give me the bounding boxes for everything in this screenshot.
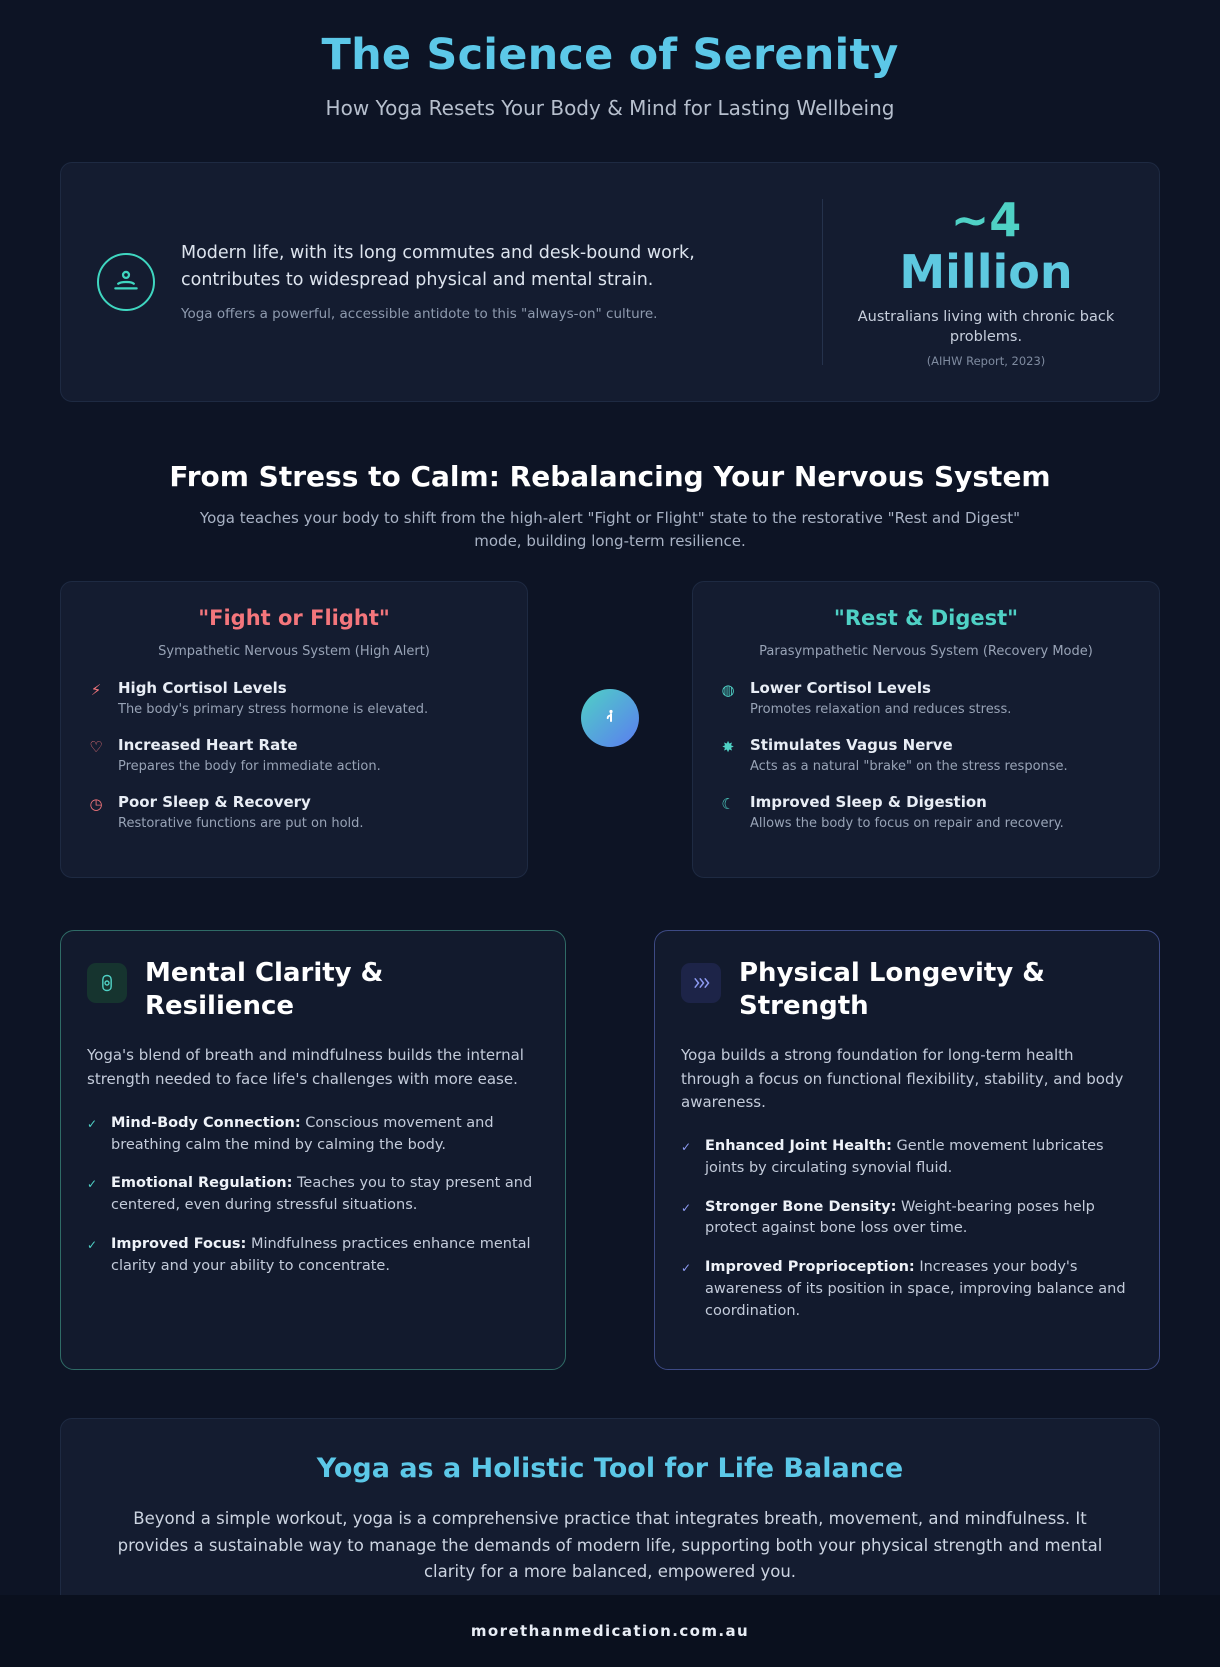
- rest-and-digest-card: [692, 581, 1160, 878]
- ns-item-title: Lower Cortisol Levels: [750, 679, 931, 698]
- physical-longevity-intro: Yoga builds a strong foundation for long-term health through a focus on functional flexibility, stability, and body awareness.: [681, 1046, 1124, 1111]
- physical-longevity-card: [654, 930, 1160, 1371]
- list-item-label: Improved Focus:: [111, 1235, 247, 1252]
- ns-item: [87, 793, 501, 833]
- fight-or-flight-card: [60, 581, 528, 878]
- lightning-bolt-icon: ⚡: [90, 681, 102, 700]
- ns-item-title: Poor Sleep & Recovery: [118, 793, 311, 812]
- list-item-text: Weight-bearing poses help protect against bone loss over time.: [705, 1198, 1095, 1237]
- list-item-text: Conscious movement and breathing calm the mind by calming the body.: [111, 1114, 494, 1153]
- stat-unit: Million: [899, 244, 1073, 299]
- list-item: [87, 1173, 539, 1217]
- ns-item: [87, 736, 501, 776]
- mental-clarity-card: [60, 930, 566, 1371]
- mental-clarity-list: [87, 1113, 539, 1278]
- list-item-label: Stronger Bone Density:: [705, 1198, 897, 1215]
- ns-item-title: Improved Sleep & Digestion: [750, 793, 987, 812]
- mental-clarity-title: Mental Clarity & Resilience: [145, 957, 384, 1022]
- nervous-section-heading: From Stress to Calm: Rebalancing Your Nervous System: [169, 459, 1051, 493]
- fight-or-flight-subtitle: Sympathetic Nervous System (High Alert): [158, 644, 430, 660]
- page-footer: [0, 1595, 1220, 1667]
- ns-item-desc: Acts as a natural "brake" on the stress response.: [750, 759, 1068, 775]
- list-item: [681, 1197, 1133, 1241]
- list-item-text: Mindfulness practices enhance mental clarity and your ability to concentrate.: [111, 1235, 531, 1274]
- stat-source: (AIHW Report, 2023): [926, 354, 1046, 369]
- list-item-text: Increases your body's awareness of its position in space, improving balance and coordination.: [705, 1259, 1126, 1319]
- check-icon: ✓: [681, 1261, 692, 1275]
- list-item: [681, 1257, 1133, 1322]
- list-item: [87, 1113, 539, 1157]
- ns-item: [719, 679, 1133, 719]
- brain-spiral-icon: [87, 963, 127, 1003]
- list-item-text: Teaches you to stay present and centered, even during stressful situations.: [111, 1175, 533, 1213]
- yoga-figure-icon: [97, 253, 155, 311]
- nerve-icon: ✸: [721, 738, 735, 757]
- moon-icon: ☾: [721, 795, 735, 814]
- list-item-label: Enhanced Joint Health:: [705, 1138, 892, 1154]
- list-item-label: Emotional Regulation:: [111, 1175, 293, 1192]
- chevrons-right-icon: [681, 963, 721, 1003]
- ns-item-title: Stimulates Vagus Nerve: [750, 736, 953, 755]
- intro-card: [60, 162, 1160, 402]
- list-item-label: Improved Proprioception:: [705, 1259, 915, 1275]
- rest-and-digest-title: "Rest & Digest": [833, 606, 1019, 631]
- intro-main-text: Modern life, with its long commutes and desk-bound work, contributes to widespread physical and mental strain.: [181, 242, 695, 290]
- ns-item: [719, 793, 1133, 833]
- heart-icon: ♡: [89, 738, 103, 757]
- check-icon: ✓: [681, 1200, 692, 1215]
- ns-item-desc: Prepares the body for immediate action.: [118, 759, 381, 775]
- ns-item-desc: Restorative functions are put on hold.: [118, 816, 364, 832]
- nervous-system-row: [60, 581, 1160, 878]
- yoga-pose-icon: [581, 689, 639, 747]
- footer-site-url[interactable]: morethanmedication.com.au: [470, 1622, 750, 1640]
- intro-left: [97, 240, 822, 324]
- page-header: [60, 30, 1160, 120]
- nervous-section-description: Yoga teaches your body to shift from the high-alert "Fight or Flight" state to the restorative "Rest and Digest" mode, building long-term resilience.: [199, 508, 1021, 550]
- mental-clarity-header: [87, 957, 539, 1025]
- list-item: [87, 1234, 539, 1278]
- conclusion-heading: Yoga as a Holistic Tool for Life Balance: [316, 1453, 904, 1485]
- physical-longevity-title: Physical Longevity & Strength: [739, 957, 1045, 1022]
- list-item: [681, 1136, 1133, 1180]
- ns-item: [87, 679, 501, 719]
- clock-icon: ◷: [89, 795, 103, 814]
- check-icon: ✓: [87, 1237, 98, 1252]
- ns-item-desc: Promotes relaxation and reduces stress.: [750, 702, 1012, 718]
- physical-longevity-header: [681, 957, 1133, 1025]
- list-item-text: Gentle movement lubricates joints by circulating synovial fluid.: [705, 1138, 1104, 1176]
- page-subtitle: How Yoga Resets Your Body & Mind for Lasting Wellbeing: [325, 95, 895, 120]
- ns-item-title: High Cortisol Levels: [118, 679, 287, 698]
- conclusion-body: Beyond a simple workout, yoga is a comprehensive practice that integrates breath, movement, and mindfulness. It provides a sustainable way to manage the demands of modern life, supporting both your physical strength and mental clarity for a more balanced, empowered you.: [117, 1509, 1103, 1582]
- ns-item-desc: The body's primary stress hormone is elevated.: [118, 702, 429, 718]
- page-title: The Science of Serenity: [321, 30, 899, 80]
- list-item-label: Mind-Body Connection:: [111, 1114, 301, 1131]
- stat-value: ~4: [950, 193, 1022, 248]
- mental-clarity-intro: Yoga's blend of breath and mindfulness builds the internal strength needed to face life's challenges with more ease.: [87, 1046, 524, 1088]
- fight-or-flight-title: "Fight or Flight": [198, 606, 390, 631]
- ns-item-title: Increased Heart Rate: [118, 736, 298, 755]
- check-icon: ✓: [87, 1116, 98, 1131]
- physical-longevity-list: [681, 1136, 1133, 1322]
- intro-sub-text: Yoga offers a powerful, accessible antidote to this "always-on" culture.: [181, 305, 658, 322]
- droplet-icon: ◍: [721, 681, 735, 700]
- ns-item-desc: Allows the body to focus on repair and recovery.: [750, 816, 1064, 832]
- nervous-section-header: [60, 460, 1160, 554]
- stat-caption: Australians living with chronic back problems.: [857, 309, 1115, 345]
- benefits-row: [60, 930, 1160, 1371]
- intro-stat-block: [823, 195, 1123, 368]
- check-icon: ✓: [681, 1140, 692, 1154]
- rest-and-digest-subtitle: Parasympathetic Nervous System (Recovery Mode): [759, 644, 1093, 660]
- ns-item: [719, 736, 1133, 776]
- check-icon: ✓: [87, 1177, 98, 1192]
